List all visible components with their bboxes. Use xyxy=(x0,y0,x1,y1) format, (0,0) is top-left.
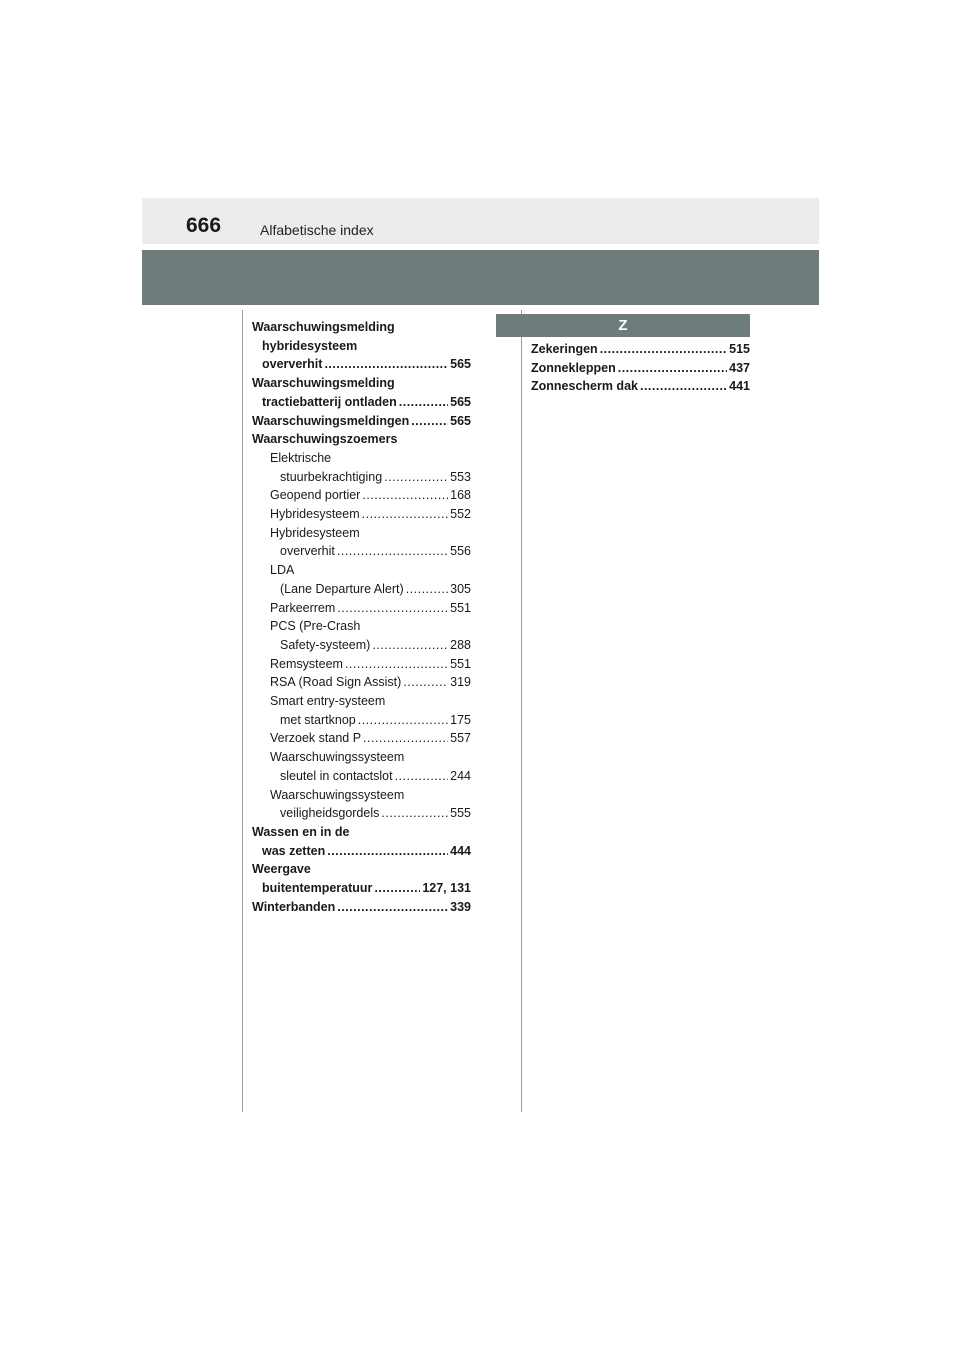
index-line xyxy=(252,823,471,842)
index-term: Hybridesysteem xyxy=(270,507,360,522)
index-term: Wassen en in de xyxy=(252,824,350,839)
page-reference: 565 xyxy=(450,357,471,372)
index-line xyxy=(252,860,471,879)
index-term: Zekeringen xyxy=(531,342,598,356)
index-subentry xyxy=(252,449,471,486)
index-line xyxy=(252,486,471,505)
index-line xyxy=(252,505,471,524)
index-term: sleutel in contactslot xyxy=(280,768,393,783)
index-line xyxy=(252,655,471,674)
index-term: Safety-systeem) xyxy=(280,637,371,652)
column-divider-middle xyxy=(521,310,522,1112)
index-entry xyxy=(531,377,750,396)
index-term: Waarschuwingssysteem xyxy=(270,750,405,765)
dot-leader xyxy=(406,580,448,599)
index-subentry xyxy=(252,617,471,654)
page-reference: 437 xyxy=(729,360,750,375)
index-line xyxy=(252,711,471,730)
index-term: Weergave xyxy=(252,862,311,877)
index-subentry xyxy=(252,561,471,598)
dot-leader xyxy=(381,804,448,823)
dot-leader xyxy=(403,673,448,692)
index-term: oververhit xyxy=(262,357,323,372)
page-reference: 565 xyxy=(450,394,471,409)
index-column-w xyxy=(252,318,471,917)
index-term: LDA xyxy=(270,563,295,578)
dot-leader xyxy=(362,486,448,505)
dot-leader xyxy=(363,729,448,748)
page-reference: 515 xyxy=(729,342,750,356)
page-reference: 319 xyxy=(450,675,471,690)
index-term: buitentemperatuur xyxy=(262,881,373,896)
index-line xyxy=(252,374,471,393)
index-subentry xyxy=(252,486,471,505)
index-line xyxy=(531,359,750,378)
dot-leader xyxy=(337,542,448,561)
header-band xyxy=(142,198,819,244)
index-entry xyxy=(252,823,471,860)
index-line xyxy=(252,542,471,561)
page-reference: 305 xyxy=(450,581,471,596)
index-term: PCS (Pre-Crash xyxy=(270,619,361,634)
index-term: Elektrische xyxy=(270,450,332,465)
index-line xyxy=(531,340,750,359)
index-entry xyxy=(531,359,750,378)
page-reference: 339 xyxy=(450,899,471,914)
index-line xyxy=(252,673,471,692)
index-line xyxy=(252,524,471,543)
index-line xyxy=(252,318,471,337)
index-term: tractiebatterij ontladen xyxy=(262,394,397,409)
index-subentry xyxy=(252,748,471,785)
index-line xyxy=(531,377,750,396)
index-term: Parkeerrem xyxy=(270,600,336,615)
dot-leader xyxy=(345,655,448,674)
index-term: Winterbanden xyxy=(252,899,336,914)
index-subentry xyxy=(252,599,471,618)
index-line xyxy=(252,842,471,861)
index-term: Smart entry-systeem xyxy=(270,694,386,709)
index-entry xyxy=(252,898,471,917)
index-term: Zonnekleppen xyxy=(531,360,616,375)
index-subentry xyxy=(252,729,471,748)
index-entry xyxy=(531,340,750,359)
page-reference: 551 xyxy=(450,600,471,615)
index-line xyxy=(252,412,471,431)
index-subentry xyxy=(252,655,471,674)
index-term: Geopend portier xyxy=(270,488,361,503)
page-reference: 127, 131 xyxy=(422,881,471,896)
dot-leader xyxy=(372,636,448,655)
dot-leader xyxy=(399,393,448,412)
index-line xyxy=(252,393,471,412)
index-term: met startknop xyxy=(280,712,356,727)
page-reference: 553 xyxy=(450,469,471,484)
index-term: oververhit xyxy=(280,544,335,559)
letter-heading-z: Z xyxy=(496,314,750,337)
index-column-z xyxy=(531,340,750,396)
dot-leader xyxy=(337,898,448,917)
index-line xyxy=(252,692,471,711)
index-line xyxy=(252,767,471,786)
index-subentry xyxy=(252,505,471,524)
index-subentry xyxy=(252,692,471,729)
dot-leader xyxy=(384,468,448,487)
page-reference: 175 xyxy=(450,712,471,727)
index-line xyxy=(252,468,471,487)
dot-leader xyxy=(411,412,448,431)
page-reference: 556 xyxy=(450,544,471,559)
index-line xyxy=(252,580,471,599)
index-line xyxy=(252,898,471,917)
index-term: Waarschuwingsmelding xyxy=(252,320,395,334)
index-term: Hybridesysteem xyxy=(270,525,360,540)
index-term: Zonnescherm dak xyxy=(531,379,638,394)
index-term: RSA (Road Sign Assist) xyxy=(270,675,402,690)
index-entry xyxy=(252,430,471,449)
index-line xyxy=(252,561,471,580)
index-line xyxy=(252,729,471,748)
index-entry xyxy=(252,412,471,431)
index-line xyxy=(252,804,471,823)
index-term: Waarschuwingsmeldingen xyxy=(252,413,410,428)
index-term: Waarschuwingszoemers xyxy=(252,432,398,447)
index-line xyxy=(252,449,471,468)
page-reference: 565 xyxy=(450,413,471,428)
page-reference: 168 xyxy=(450,488,471,503)
index-term: was zetten xyxy=(262,843,326,858)
column-divider-left xyxy=(242,310,243,1112)
dot-leader xyxy=(327,842,448,861)
dot-leader xyxy=(362,505,449,524)
index-line xyxy=(252,617,471,636)
index-term: Waarschuwingsmelding xyxy=(252,376,395,391)
page-reference: 444 xyxy=(450,843,471,858)
index-term: veiligheidsgordels xyxy=(280,806,380,821)
page-reference: 441 xyxy=(729,379,750,394)
index-line xyxy=(252,879,471,898)
page-reference: 288 xyxy=(450,637,471,652)
section-title: Alfabetische index xyxy=(260,222,374,238)
index-line xyxy=(252,786,471,805)
dot-leader xyxy=(374,879,420,898)
page-reference: 555 xyxy=(450,806,471,821)
index-line xyxy=(252,599,471,618)
dot-leader xyxy=(358,711,448,730)
dot-leader xyxy=(324,355,448,374)
index-term: Verzoek stand P xyxy=(270,731,362,746)
index-subentry xyxy=(252,786,471,823)
dot-leader xyxy=(600,340,727,359)
index-term: (Lane Departure Alert) xyxy=(280,581,404,596)
page-reference: 557 xyxy=(450,731,471,746)
dot-leader xyxy=(337,599,448,618)
dot-leader xyxy=(640,377,727,396)
index-entry xyxy=(252,374,471,411)
index-term: stuurbekrachtiging xyxy=(280,469,383,484)
page-reference: 552 xyxy=(450,507,471,522)
chapter-band xyxy=(142,250,819,305)
index-entry xyxy=(252,318,471,374)
page-number: 666 xyxy=(186,214,222,237)
index-subentry xyxy=(252,673,471,692)
index-line xyxy=(252,337,471,356)
index-line xyxy=(252,748,471,767)
index-subentry xyxy=(252,524,471,561)
dot-leader xyxy=(618,359,727,378)
dot-leader xyxy=(395,767,449,786)
index-line xyxy=(252,636,471,655)
index-term: Remsysteem xyxy=(270,656,343,671)
page-reference: 244 xyxy=(450,768,471,783)
page-reference: 551 xyxy=(450,656,471,671)
index-term: hybridesysteem xyxy=(262,338,358,353)
index-term: Waarschuwingssysteem xyxy=(270,787,405,802)
index-entry xyxy=(252,860,471,897)
index-line xyxy=(252,355,471,374)
index-line xyxy=(252,430,471,449)
